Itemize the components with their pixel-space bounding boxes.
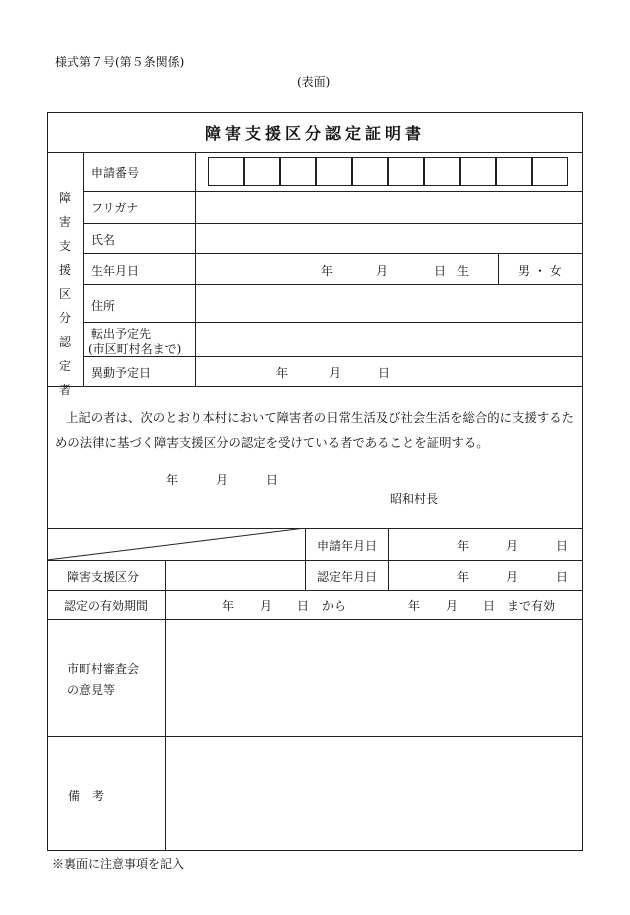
dob-month: 月 <box>376 264 389 278</box>
move-date-label: 異動予定日 <box>91 366 152 380</box>
move-day: 日 <box>378 366 391 380</box>
support-category-label: 障害支援区分 <box>67 570 140 584</box>
application-number-box[interactable] <box>244 157 280 186</box>
certification-text-line-2: めの法律に基づく障害支援区分の認定を受けている者であることを証明する。 <box>55 435 489 450</box>
page-title: 障害支援区分認定証明書 <box>204 124 425 143</box>
form-number: 様式第７号(第５条関係) <box>55 55 185 69</box>
furigana-label: フリガナ <box>91 201 139 215</box>
review-board-label: 市町村審査会 <box>67 662 140 676</box>
section-label-certified-person: 障害支援区分認定者 <box>58 191 71 397</box>
issuer-name: 昭和村長 <box>390 492 439 506</box>
dob-suffix: 生 <box>457 264 470 278</box>
cert-day: 日 <box>556 570 569 584</box>
dob-day: 日 <box>434 264 447 278</box>
application-number-box[interactable] <box>208 157 244 186</box>
application-number-box[interactable] <box>316 157 352 186</box>
cert-date-year: 年 <box>166 473 179 487</box>
application-number-label: 申請番号 <box>91 166 140 180</box>
review-board-sublabel: の意見等 <box>67 683 116 697</box>
application-number-box[interactable] <box>532 157 568 186</box>
to-year: 年 <box>408 599 421 613</box>
diagonal-divider <box>47 528 305 560</box>
cert-month: 月 <box>506 570 519 584</box>
cert-date-month: 月 <box>216 473 229 487</box>
application-number-box[interactable] <box>388 157 424 186</box>
dob-year: 年 <box>321 264 334 278</box>
from-suffix: から <box>322 599 347 613</box>
move-month: 月 <box>329 366 342 380</box>
move-year: 年 <box>276 366 289 380</box>
cert-date-day: 日 <box>266 473 279 487</box>
gender-options: 男 ・ 女 <box>518 264 562 278</box>
application-number-box[interactable] <box>496 157 532 186</box>
footer-note: ※裏面に注意事項を記入 <box>52 857 185 871</box>
from-day: 日 <box>297 599 310 613</box>
application-number-box[interactable] <box>424 157 460 186</box>
app-day: 日 <box>556 539 569 553</box>
name-label: 氏名 <box>91 233 116 247</box>
to-month: 月 <box>446 599 459 613</box>
form-side: (表面) <box>297 75 331 89</box>
validity-period-label: 認定の有効期間 <box>64 599 149 613</box>
remarks-label: 備 考 <box>68 789 105 803</box>
move-destination-sublabel: (市区町村名まで) <box>88 342 182 356</box>
address-label: 住所 <box>91 299 116 313</box>
move-destination-label: 転出予定先 <box>91 327 152 341</box>
app-year: 年 <box>457 539 470 553</box>
from-month: 月 <box>260 599 273 613</box>
certification-text-line-1: 上記の者は、次のとおり本村において障害者の日常生活及び社会生活を総合的に支援するた <box>66 410 575 425</box>
certification-date-label: 認定年月日 <box>317 570 378 584</box>
application-date-label: 申請年月日 <box>317 539 378 553</box>
to-day: 日 <box>483 599 496 613</box>
application-number-box[interactable] <box>352 157 388 186</box>
to-suffix: まで有効 <box>507 599 556 613</box>
from-year: 年 <box>222 599 235 613</box>
application-number-box[interactable] <box>280 157 316 186</box>
app-month: 月 <box>506 539 519 553</box>
application-number-box[interactable] <box>460 157 496 186</box>
cert-year: 年 <box>457 570 470 584</box>
dob-label: 生年月日 <box>91 264 140 278</box>
